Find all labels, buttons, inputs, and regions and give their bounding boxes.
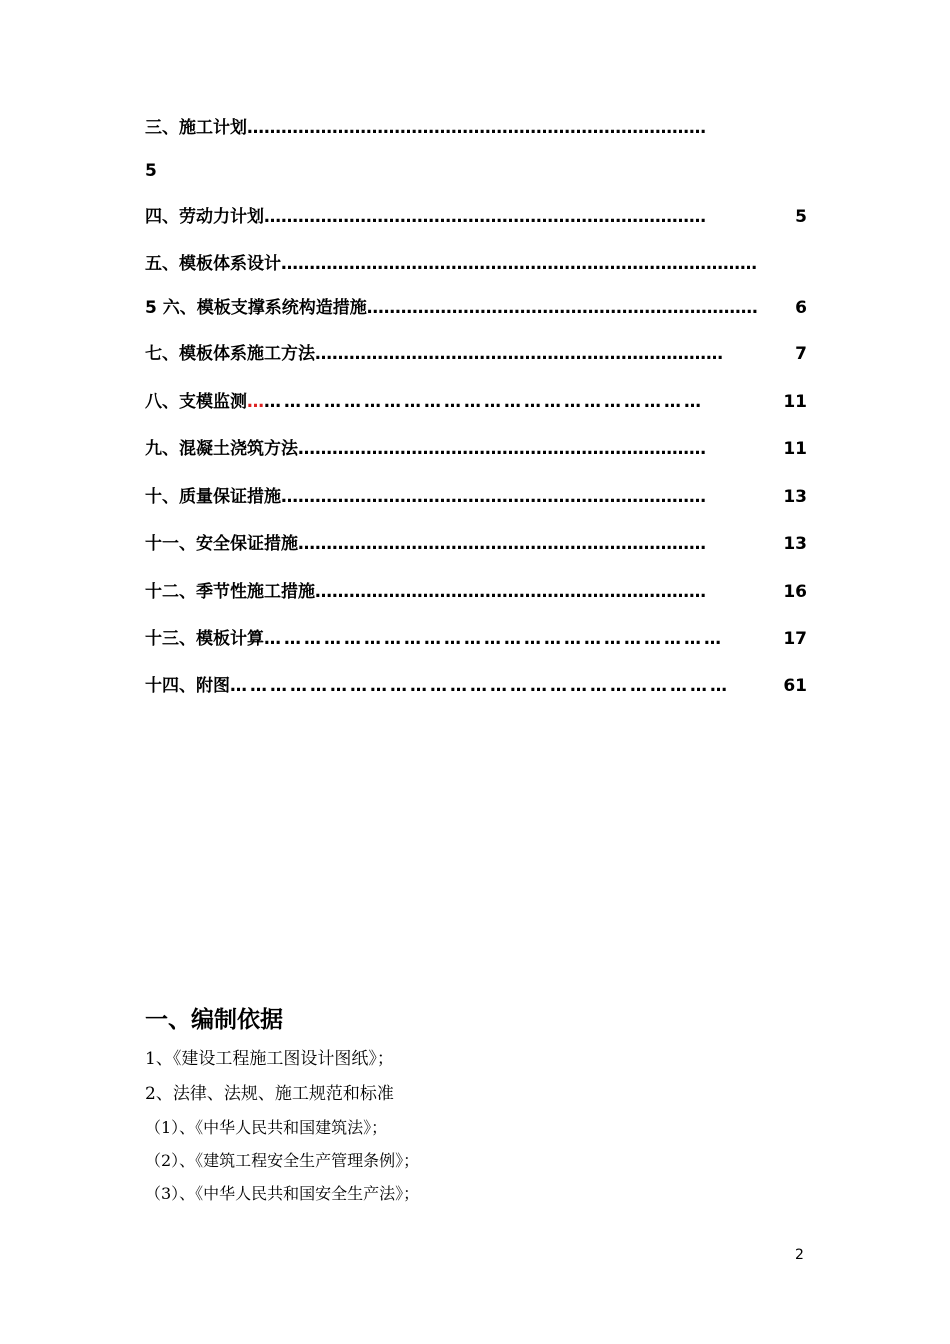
toc-entry[interactable] <box>145 483 807 511</box>
toc-entry[interactable] <box>145 388 807 416</box>
toc-leader-red: … <box>247 392 264 412</box>
toc-page-number: 7 <box>795 344 807 364</box>
toc-entry[interactable] <box>145 340 807 368</box>
toc-label: 十二、季节性施工措施 <box>145 582 315 602</box>
toc-entry[interactable] <box>145 114 807 142</box>
toc-leader: ………………………………………………………………… <box>281 487 706 507</box>
toc-page-number: 13 <box>783 487 807 507</box>
toc-leader: ……………………………………………………………… <box>298 439 706 459</box>
toc-page-number: 11 <box>783 439 807 459</box>
toc-label: 四、劳动力计划 <box>145 207 264 227</box>
toc-label: 十、质量保证措施 <box>145 487 281 507</box>
toc-leader: ………………………………………………………… <box>264 392 704 412</box>
toc-page-number: 5 <box>145 161 157 181</box>
basis-item: 2、法律、法规、施工规范和标准 <box>145 1084 394 1104</box>
toc-page-number: 11 <box>783 392 807 412</box>
basis-subitem: （1）、《中华人民共和国建筑法》； <box>145 1118 388 1137</box>
section-heading: 一、编制依据 <box>145 1006 283 1033</box>
basis-subitem: （2）、《建筑工程安全生产管理条例》； <box>145 1151 420 1170</box>
toc-leader: …………………………………………………………… <box>366 298 758 318</box>
toc-entry[interactable] <box>145 294 807 322</box>
basis-subitem: （3）、《中华人民共和国安全生产法》； <box>145 1184 420 1203</box>
toc-label: 三、施工计划 <box>145 118 247 138</box>
toc-label: 七、模板体系施工方法 <box>145 344 315 364</box>
toc-page-number: 17 <box>783 629 807 649</box>
toc-label: 十三、模板计算 <box>145 629 264 649</box>
basis-item: 1、《建设工程施工图设计图纸》； <box>145 1049 394 1069</box>
toc-entry[interactable] <box>145 530 807 558</box>
toc-entry[interactable] <box>145 250 807 278</box>
toc-label: 八、支模监测 <box>145 392 247 412</box>
toc-label: 五、模板体系设计 <box>145 254 281 274</box>
toc-page-number: 16 <box>783 582 807 602</box>
toc-leader: ……………………………………………………………… <box>298 534 706 554</box>
toc-page-number: 13 <box>783 534 807 554</box>
toc-entry[interactable] <box>145 672 807 700</box>
toc-leader: ……………………………………………………………… <box>315 344 723 364</box>
toc-label: 十一、安全保证措施 <box>145 534 298 554</box>
toc-leader: …………………………………………………………… <box>264 629 724 649</box>
toc-leader: …………………………………………………………………… <box>264 207 706 227</box>
toc-leader: ……………………………………………………………………… <box>247 118 706 138</box>
toc-page-number: 61 <box>783 676 807 696</box>
toc-leader: ………………………………………………………………… <box>230 676 730 696</box>
toc-page-number: 6 <box>795 298 807 318</box>
toc-entry[interactable] <box>145 625 807 653</box>
toc-entry[interactable] <box>145 435 807 463</box>
toc-entry[interactable] <box>145 203 807 231</box>
toc-label: 九、混凝土浇筑方法 <box>145 439 298 459</box>
toc-label: 十四、附图 <box>145 676 230 696</box>
toc-leader: ………………………………………………………………………… <box>281 254 757 274</box>
toc-label: 5 六、模板支撑系统构造措施 <box>145 298 367 318</box>
toc-entry-continuation[interactable] <box>145 157 807 185</box>
toc-page-number: 5 <box>795 207 807 227</box>
page-number: 2 <box>795 1247 804 1263</box>
toc-entry[interactable] <box>145 578 807 606</box>
toc-leader: …………………………………………………………… <box>315 582 706 602</box>
